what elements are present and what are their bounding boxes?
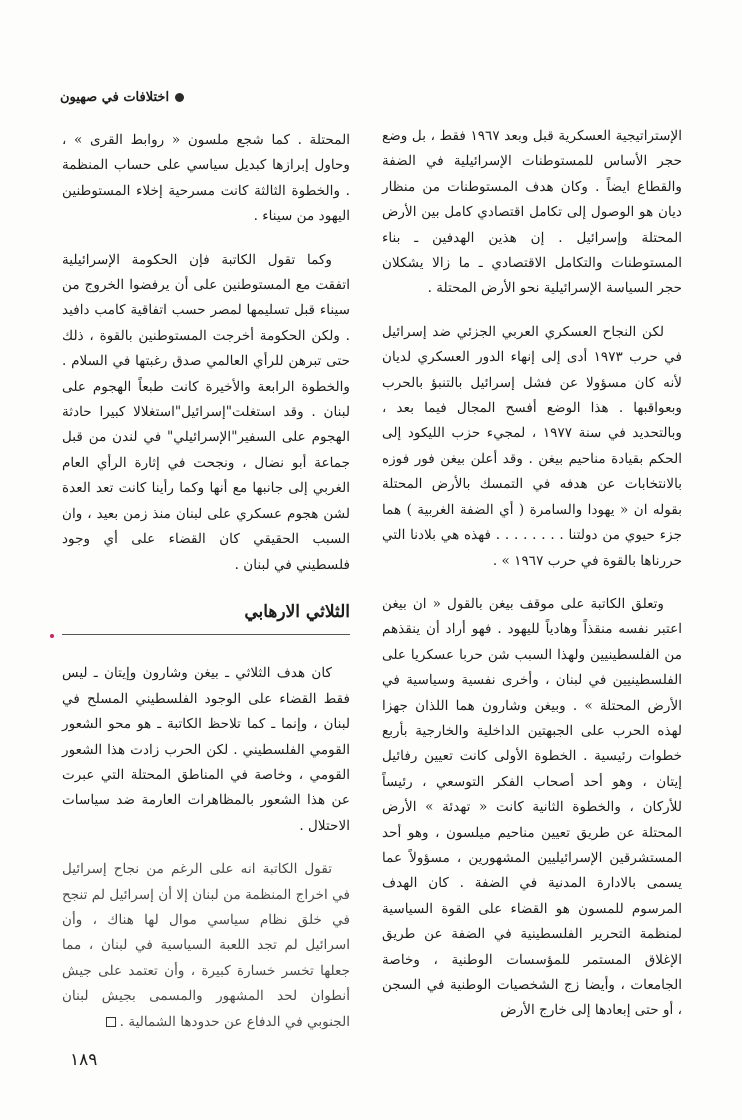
running-title: اختلافات في صهيون [60,90,170,105]
paragraph: وتعلق الكاتبة على موقف بيغن بالقول « ان بيغن اعتبر نفسه منقذاً وهادياً لليهود . فهو أراد أن ينقذهم من الفلسطينيين ولهذا السبب شن حربا عسكريا على الفلسطينيين في لبنان ، وأخرى نفسية وسياسية في الأرض المحتلة » . وبيغن وشارون هما اللذان جهزا لهذه الحرب على الجبهتين الداخلية والخارجية بأربع خطوات رئيسية . الخطوة الأولى كانت تعيين رفائيل إيتان ، وهو أحد أصحاب الفكر التوسعي ، رئيساً للأركان ، والخطوة الثانية كانت « تهدئة » الأرض المحتلة عن طريق تعيين مناحيم ميلسون ، وهو أحد المستشرقين الإسرائيليين المشهورين ، مسؤولاً عما يسمى بالادارة المدنية في الضفة . كان الهدف المرسوم للمسون هو القضاء على القوة السياسية لمنظمة التحرير الفلسطينية في الضفة عن طريق الإغلاق المستمر للمؤسسات الوطنية ، وخاصة الجامعات ، وأيضا زج الشخصيات الوطنية في السجن ، أو حتى إبعادها إلى خارج الأرض [382,595,682,1019]
end-of-article-icon [106,1017,116,1027]
bullet-icon [175,93,184,102]
heading-rule [62,634,350,635]
ink-spot [50,634,54,638]
paragraph-text: تقول الكاتبة انه على الرغم من نجاح إسرائيل في اخراج المنظمة من لبنان إلا أن إسرائيل لم تنجح في خلق نظام سياسي موال لها هناك ، وأن اسرائيل لم تجد اللعبة السياسية في لبنان ، مما جعلها تخسر خسارة كبيرة ، وأن تعتمد على جيش أنطوان لحد المشهور والمسمى بجيش لبنان الجنوبي في الدفاع عن حدودها الشمالية . [62,861,350,1030]
section-heading-text: الثلاثي الارهابي [244,601,350,622]
section-heading [62,600,350,635]
left-column [62,128,350,1053]
page-number: ١٨٩ [70,1050,98,1070]
paragraph: الإستراتيجية العسكرية قبل وبعد ١٩٦٧ فقط ، بل وضع حجر الأساس للمستوطنات الإسرائيلية في الضفة والقطاع ايضاً . وكان هدف المستوطنات من منظار ديان هو الوصول إلى تكامل اقتصادي كامل بين الأرض المحتلة وإسرائيل . إن هذين الهدفين ـ بناء المستوطنات والتكامل الاقتصادي ـ ما زالا يشكلان حجر السياسة الإسرائيلية نحو الأرض المحتلة . [382,128,682,297]
paragraph: لكن النجاح العسكري العربي الجزئي ضد إسرائيل في حرب ١٩٧٣ أدى إلى إنهاء الدور العسكري لديان لأنه كان مسؤولا عن فشل إسرائيل بالتنبؤ بالحرب وبعواقبها . هذا الوضع أفسح المجال فيما بعد ، وبالتحديد في سنة ١٩٧٧ ، لمجيء حزب الليكود إلى الحكم بقيادة مناحيم بيغن . وقد أعلن بيغن فور فوزه بالانتخابات عن هدفه في التمسك بالأرض المحتلة بقوله ان « يهودا والسامرة ( أي الضفة الغربية ) هما جزء حيوي من دولتنا . . . . . . . . فهذه هي بلادنا التي حررناها بالقوة في حرب ١٩٦٧ » . [382,323,682,569]
paragraph [62,857,350,1035]
paragraph: وكما تقول الكاتبة فإن الحكومة الإسرائيلية اتفقت مع المستوطنين على أن يرفضوا الخروج من سيناء قبل تسليمها لمصر حسب اتفاقية كامب دافيد . ولكن الحكومة أخرجت المستوطنين بالقوة ، ذلك حتى تبرهن للرأي العالمي صدق رغبتها في السلام . والخطوة الرابعة والأخيرة كانت طبعاً الهجوم على لبنان . وقد استغلت"إسرائيل"استغلالا كبيرا حادثة الهجوم على السفير"الإسرائيلي" في لندن من قبل جماعة أبو نضال ، ونجحت في إثارة الرأي العام الغربي إلى جانبها مع أنها وكما رأينا كانت تعد العدة لشن هجوم عسكري على لبنان منذ زمن بعيد ، وان السبب الحقيقي كان القضاء على أي وجود فلسطيني في لبنان . [62,251,350,573]
right-column [382,124,682,1042]
paragraph: المحتلة . كما شجع ملسون « روابط القرى » ، وحاول إبرازها كبديل سياسي على حساب المنظمة . والخطوة الثالثة كانت مسرحية إخلاء المستوطنين اليهود من سيناء . [62,132,350,225]
running-head [60,90,184,105]
paragraph: كان هدف الثلاثي ـ بيغن وشارون وإيتان ـ ليس فقط القضاء على الوجود الفلسطيني المسلح في لبنان ، وإنما ـ كما تلاحظ الكاتبة ـ هو محو الشعور القومي الفلسطيني . لكن الحرب زادت هذا الشعور القومي ، وخاصة في المناطق المحتلة التي عبرت عن هذا الشعور بالمظاهرات العارمة ضد سياسات الاحتلال . [62,665,350,834]
